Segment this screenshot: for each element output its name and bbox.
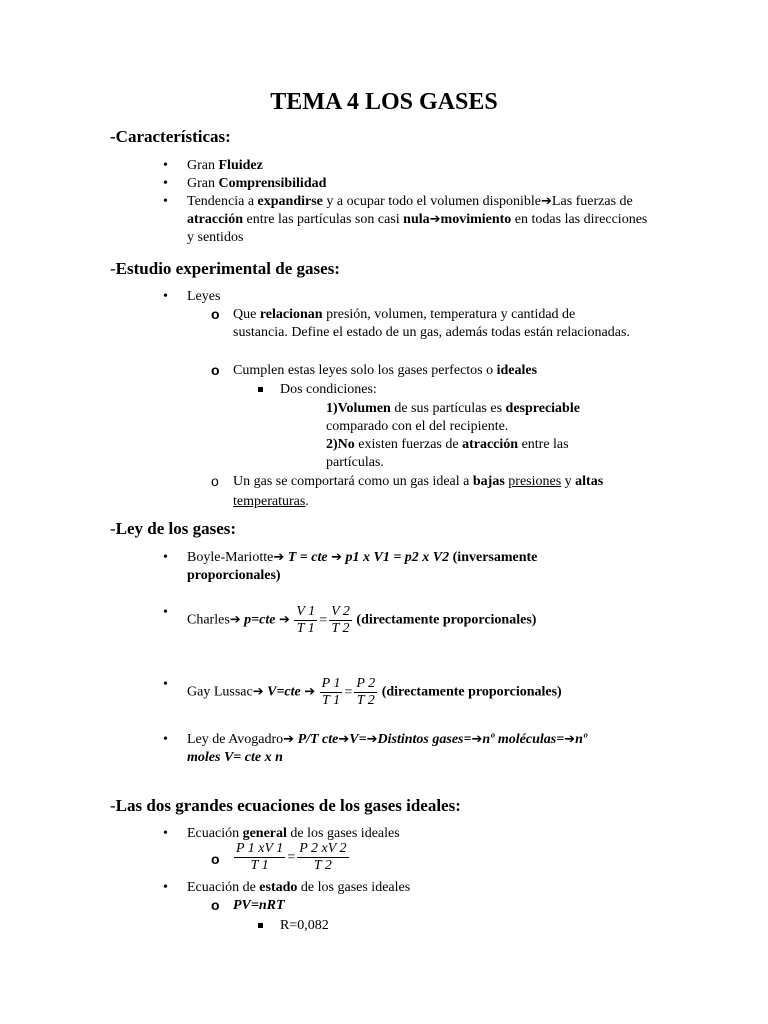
- law-name: Ley de Avogadro: [187, 732, 284, 747]
- heading-text: Las dos grandes ecuaciones de los gases ideales:: [115, 796, 461, 815]
- fraction-numerator: V 1: [296, 604, 316, 619]
- item-text: Tendencia a: [187, 194, 258, 209]
- formula-text: nº: [575, 732, 588, 747]
- arrow-icon: ➔: [229, 612, 241, 628]
- fraction: [294, 604, 317, 637]
- item-bold-text: altas: [575, 474, 604, 489]
- sub-sub-list-item-r-constant: R=0,082: [280, 917, 640, 935]
- list-item-boyle: [187, 549, 607, 585]
- item-text: Cumplen estas leyes solo los gases perfectos o: [233, 363, 497, 378]
- arrow-icon: ➔: [429, 212, 441, 227]
- formula-text: moles V= cte x n: [187, 750, 283, 765]
- fraction-denominator: T 1: [250, 858, 269, 873]
- formula-text: T = cte: [287, 550, 332, 565]
- item-bold-text: 1)Volumen: [326, 401, 391, 416]
- law-name: Gay Lussac: [187, 684, 253, 700]
- item-bold-text: relacionan: [259, 307, 323, 322]
- item-bold-text: nula: [403, 212, 430, 227]
- item-bold-text: (inversamente proporcionales): [187, 550, 538, 583]
- arrow-icon: ➔: [304, 684, 316, 700]
- item-bold-text: Comprensibilidad: [218, 176, 327, 191]
- arrow-icon: ➔: [273, 550, 285, 565]
- fraction-numerator: P 2 xV 2: [299, 841, 347, 856]
- item-text: de los gases ideales: [286, 826, 400, 841]
- item-bold-text: bajas: [472, 474, 505, 489]
- item-text: de sus partículas es: [390, 401, 506, 416]
- fraction: [329, 604, 352, 637]
- section-heading-caracteristicas: -Características:: [110, 127, 231, 146]
- arrow-icon: ➔: [541, 194, 552, 209]
- arrow-icon: ➔: [471, 732, 483, 747]
- fraction-denominator: T 2: [313, 858, 332, 873]
- item-bold-text: expandirse: [257, 194, 323, 209]
- item-text: Las fuerzas de: [551, 194, 633, 209]
- item-bold-text: 2)No: [326, 437, 355, 452]
- section-heading-estudio: [110, 258, 340, 280]
- condition-2: [326, 436, 626, 472]
- fraction: [320, 676, 343, 709]
- item-bold-text: general: [242, 826, 287, 841]
- item-text: Ecuación de: [187, 880, 260, 895]
- condition-1: [326, 400, 626, 436]
- item-text: partículas.: [326, 455, 384, 470]
- item-text: entre las: [518, 437, 569, 452]
- item-text: Que: [233, 307, 260, 322]
- list-item: [187, 193, 657, 247]
- formula-text: Distintos gases=: [377, 732, 472, 747]
- equals-sign: =: [319, 612, 328, 628]
- equals-sign: =: [344, 684, 353, 700]
- arrow-icon: ➔: [331, 550, 342, 565]
- item-bold-text: (directamente proporcionales): [356, 612, 537, 628]
- item-text: Ecuación: [187, 826, 243, 841]
- heading-text: Ley de los gases:: [115, 519, 237, 538]
- formula-text: P/T cte: [294, 732, 339, 747]
- fraction-numerator: P 1: [321, 676, 341, 691]
- arrow-icon: ➔: [564, 732, 576, 747]
- item-text: comparado con el del recipiente.: [326, 419, 509, 434]
- fraction-denominator: T 2: [331, 621, 350, 636]
- item-text: en todas las direcciones y sentidos: [187, 212, 648, 245]
- item-bold-text: movimiento: [440, 212, 512, 227]
- fraction-numerator: P 2: [356, 676, 376, 691]
- item-text: entre las partículas son casi: [242, 212, 404, 227]
- heading-text: Estudio experimental de gases:: [115, 259, 340, 278]
- formula-text: p1 x V1 = p2 x V2: [345, 550, 453, 565]
- item-text: existen fuerzas de: [354, 437, 463, 452]
- fraction: [234, 841, 285, 874]
- fraction: [354, 676, 377, 709]
- heading-dash: -: [110, 796, 116, 815]
- formula-text: V=: [349, 732, 367, 747]
- item-text: Gran: [187, 158, 219, 173]
- item-bold-text: atracción: [462, 437, 519, 452]
- sub-list-item-pv-nrt: [233, 897, 633, 915]
- arrow-icon: ➔: [366, 732, 378, 747]
- underlined-text: temperaturas: [233, 494, 306, 509]
- arrow-icon: ➔: [278, 612, 290, 628]
- fraction-denominator: T 2: [356, 693, 375, 708]
- list-item-avogadro: [187, 731, 657, 767]
- section-heading-ley: [110, 518, 236, 540]
- item-text: y a ocupar todo el volumen disponible: [322, 194, 542, 209]
- section-heading-ecuaciones: [110, 795, 461, 817]
- list-item: [187, 175, 657, 193]
- list-item: [187, 157, 657, 175]
- sub-list-item: [233, 306, 633, 342]
- item-bold-text: (directamente proporcionales): [381, 684, 562, 700]
- arrow-icon: ➔: [338, 732, 350, 747]
- arrow-icon: ➔: [283, 732, 295, 747]
- sub-list-item: [233, 472, 653, 512]
- item-text: y: [561, 474, 576, 489]
- fraction-denominator: T 1: [296, 621, 315, 636]
- item-bold-text: ideales: [496, 363, 538, 378]
- list-item-charles: [187, 604, 657, 637]
- arrow-icon: ➔: [252, 684, 264, 700]
- formula-text: V=cte: [267, 684, 305, 700]
- item-bold-text: despreciable: [505, 401, 580, 416]
- heading-dash: -: [110, 519, 116, 538]
- fraction-numerator: o P 1 xV 1: [236, 841, 284, 856]
- sub-sub-list-item: Dos condiciones:: [280, 381, 640, 399]
- formula-text: PV=nRT: [233, 898, 285, 913]
- fraction-denominator: T 1: [322, 693, 341, 708]
- equals-sign: =: [287, 849, 296, 865]
- item-text: presión, volumen, temperatura y cantidad de sustancia. Define el estado de un gas, además todas están relacionadas.: [233, 307, 630, 340]
- law-name: Boyle-Mariotte: [187, 550, 274, 565]
- item-text: Un gas se comportará como un gas ideal a: [233, 474, 473, 489]
- formula-text: p=cte: [244, 612, 279, 628]
- item-text: .: [305, 494, 309, 509]
- law-name: Charles: [187, 612, 230, 628]
- item-text: Gran: [187, 176, 219, 191]
- item-text: de los gases ideales: [297, 880, 411, 895]
- heading-dash: -: [110, 259, 116, 278]
- sub-list-item: [233, 362, 633, 380]
- list-item-ecuacion-estado: [187, 879, 657, 897]
- item-bold-text: Fluidez: [218, 158, 263, 173]
- fraction: [297, 841, 348, 874]
- formula-text: nº moléculas=: [482, 732, 565, 747]
- page-title: TEMA 4 LOS GASES: [270, 89, 498, 115]
- list-item-gay-lussac: [187, 676, 657, 709]
- item-bold-text: estado: [259, 880, 298, 895]
- fraction-numerator: V 2: [331, 604, 350, 619]
- list-item: • Leyes: [187, 288, 657, 306]
- underlined-text: presiones: [508, 474, 562, 489]
- item-bold-text: atracción: [187, 212, 243, 227]
